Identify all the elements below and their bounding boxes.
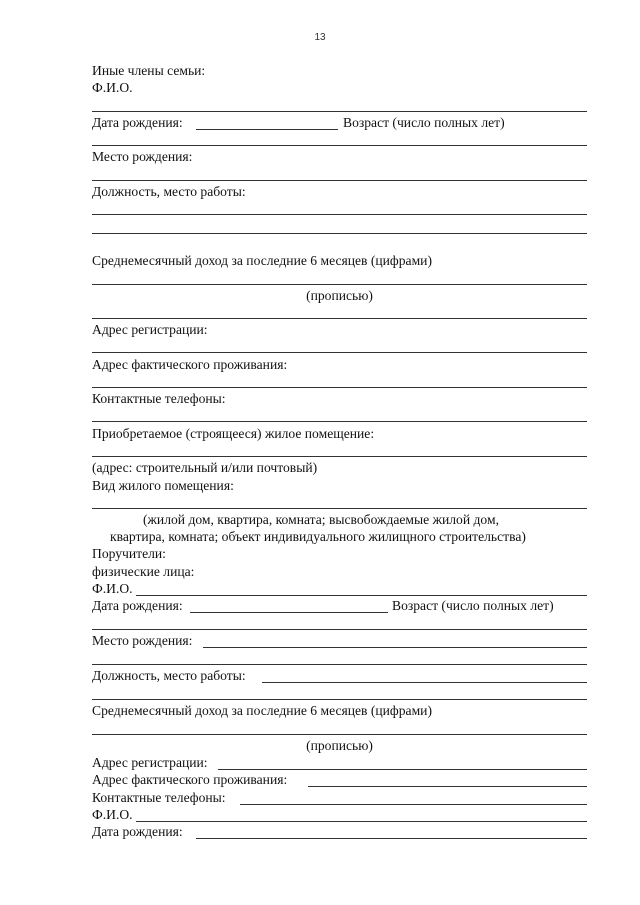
guarantor-birth-place-line-2[interactable] (92, 664, 587, 665)
family-actual-address-line[interactable] (92, 387, 587, 388)
family-phones-line[interactable] (92, 421, 587, 422)
guarantor-reg-address-label: Адрес регистрации: (92, 755, 208, 770)
property-type-label: Вид жилого помещения: (92, 478, 234, 493)
family-reg-address-label: Адрес регистрации: (92, 322, 208, 337)
family-birth-date-label: Дата рождения: (92, 115, 183, 130)
family-birth-date-line[interactable] (196, 129, 338, 130)
family-in-words-label: (прописью) (306, 288, 373, 303)
guarantor-2-fio-line[interactable] (136, 821, 587, 822)
family-birth-place-line[interactable] (92, 180, 587, 181)
guarantor-birth-place-line-1[interactable] (203, 647, 587, 648)
property-type-hint-2: квартира, комната; объект индивидуального жилищного строительства) (110, 529, 526, 544)
family-actual-address-label: Адрес фактического проживания: (92, 357, 288, 372)
family-in-words-line[interactable] (92, 318, 587, 319)
guarantor-birth-date-line[interactable] (190, 612, 388, 613)
guarantors-heading: Поручители: (92, 546, 166, 561)
family-position-label: Должность, место работы: (92, 184, 246, 199)
guarantor-actual-address-line[interactable] (308, 786, 587, 787)
guarantor-2-birth-date-line[interactable] (196, 838, 587, 839)
family-reg-address-line[interactable] (92, 352, 587, 353)
guarantors-individuals-label: физические лица: (92, 564, 195, 579)
guarantor-age-line[interactable] (92, 629, 587, 630)
family-position-line-1[interactable] (92, 214, 587, 215)
family-age-line[interactable] (92, 145, 587, 146)
family-position-line-2[interactable] (92, 233, 587, 234)
guarantor-actual-address-label: Адрес фактического проживания: (92, 772, 288, 787)
guarantor-phones-label: Контактные телефоны: (92, 790, 226, 805)
guarantor-2-fio-label: Ф.И.О. (92, 807, 133, 822)
family-fio-line[interactable] (92, 111, 587, 112)
family-income-label: Среднемесячный доход за последние 6 месяцев (цифрами) (92, 253, 432, 268)
guarantor-birth-date-label: Дата рождения: (92, 598, 183, 613)
guarantor-income-line[interactable] (92, 734, 587, 735)
property-address-line[interactable] (92, 456, 587, 457)
family-age-label: Возраст (число полных лет) (343, 115, 505, 130)
page-number: 13 (314, 32, 326, 43)
family-income-line[interactable] (92, 284, 587, 285)
guarantor-birth-place-label: Место рождения: (92, 633, 193, 648)
property-type-hint-1: (жилой дом, квартира, комната; высвобождаемые жилой дом, (143, 512, 499, 527)
guarantor-fio-label: Ф.И.О. (92, 581, 133, 596)
family-heading: Иные члены семьи: (92, 63, 206, 78)
guarantor-reg-address-line[interactable] (218, 769, 587, 770)
guarantor-2-birth-date-label: Дата рождения: (92, 824, 183, 839)
guarantor-age-label: Возраст (число полных лет) (392, 598, 554, 613)
property-label: Приобретаемое (строящееся) жилое помещение: (92, 426, 375, 441)
family-phones-label: Контактные телефоны: (92, 391, 226, 406)
property-address-hint: (адрес: строительный и/или почтовый) (92, 460, 318, 475)
guarantor-fio-line[interactable] (136, 595, 587, 596)
property-type-line[interactable] (92, 508, 587, 509)
guarantor-income-label: Среднемесячный доход за последние 6 месяцев (цифрами) (92, 703, 432, 718)
guarantor-position-line-2[interactable] (92, 699, 587, 700)
guarantor-in-words-label: (прописью) (306, 738, 373, 753)
family-fio-label: Ф.И.О. (92, 80, 133, 95)
guarantor-position-line-1[interactable] (262, 682, 587, 683)
guarantor-phones-line[interactable] (240, 804, 587, 805)
guarantor-position-label: Должность, место работы: (92, 668, 246, 683)
family-birth-place-label: Место рождения: (92, 149, 193, 164)
